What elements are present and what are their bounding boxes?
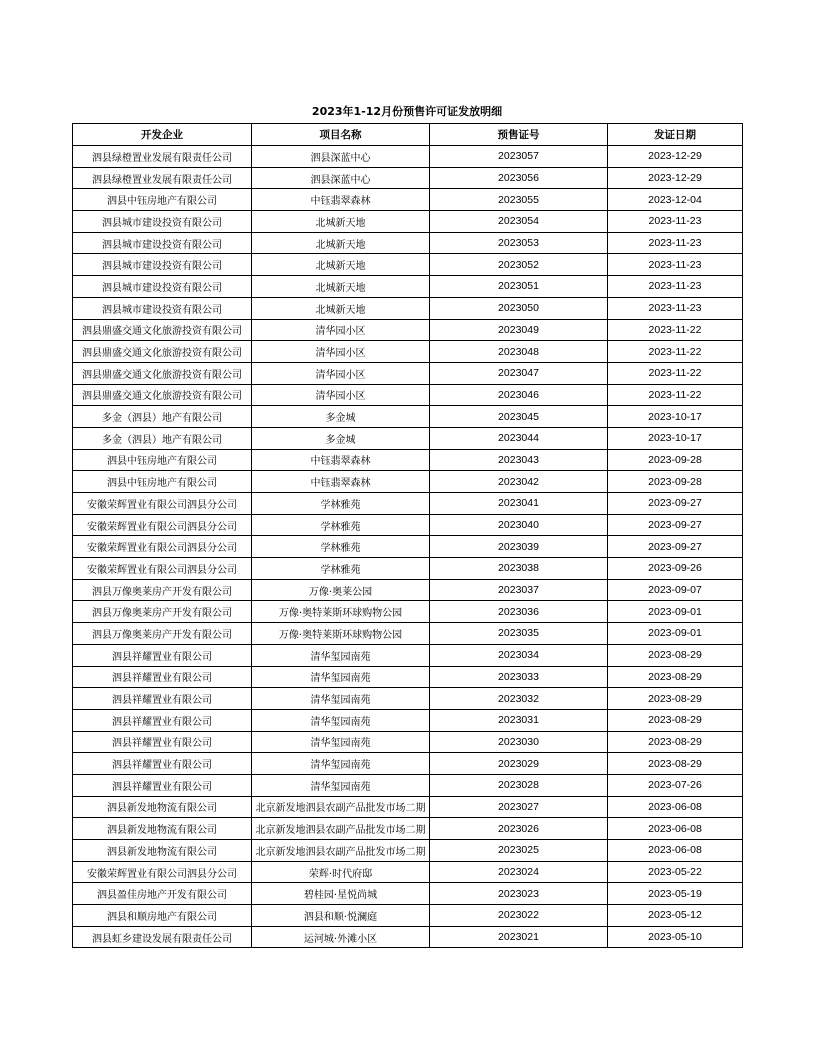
project-name-cell: 北城新天地	[252, 232, 430, 254]
issue-date-cell: 2023-05-10	[608, 926, 743, 948]
permit-number-cell: 2023048	[430, 341, 608, 363]
issue-date-cell: 2023-07-26	[608, 774, 743, 796]
issue-date-cell: 2023-06-08	[608, 818, 743, 840]
project-name-cell: 清华玺园南苑	[252, 731, 430, 753]
project-name-cell: 清华园小区	[252, 341, 430, 363]
issue-date-cell: 2023-08-29	[608, 666, 743, 688]
table-row	[73, 362, 743, 384]
developer-cell: 泗县城市建设投资有限公司	[73, 276, 252, 298]
table-row	[73, 341, 743, 363]
permit-number-cell: 2023047	[430, 362, 608, 384]
table-row	[73, 536, 743, 558]
project-name-cell: 万像·奥莱公园	[252, 579, 430, 601]
permit-number-cell: 2023045	[430, 406, 608, 428]
permit-number-cell: 2023030	[430, 731, 608, 753]
table-body	[73, 146, 743, 948]
permit-number-cell: 2023050	[430, 297, 608, 319]
permit-number-cell: 2023036	[430, 601, 608, 623]
table-row	[73, 319, 743, 341]
project-name-cell: 中钰翡翠森林	[252, 449, 430, 471]
issue-date-cell: 2023-09-01	[608, 601, 743, 623]
issue-date-cell: 2023-09-27	[608, 536, 743, 558]
table-row	[73, 905, 743, 927]
permit-number-cell: 2023042	[430, 471, 608, 493]
permit-number-cell: 2023040	[430, 514, 608, 536]
project-name-cell: 学林雅苑	[252, 536, 430, 558]
project-name-cell: 荣辉·时代府邸	[252, 861, 430, 883]
permit-number-cell: 2023023	[430, 883, 608, 905]
issue-date-cell: 2023-11-23	[608, 211, 743, 233]
issue-date-cell: 2023-05-19	[608, 883, 743, 905]
developer-cell: 泗县绿橙置业发展有限责任公司	[73, 146, 252, 168]
project-name-cell: 碧桂园·星悦尚城	[252, 883, 430, 905]
permit-number-cell: 2023056	[430, 167, 608, 189]
issue-date-cell: 2023-11-22	[608, 362, 743, 384]
permit-number-cell: 2023034	[430, 644, 608, 666]
issue-date-cell: 2023-12-29	[608, 146, 743, 168]
developer-cell: 泗县鼎盛交通文化旅游投资有限公司	[73, 384, 252, 406]
permit-number-cell: 2023032	[430, 688, 608, 710]
issue-date-cell: 2023-11-23	[608, 297, 743, 319]
permit-table	[72, 123, 743, 948]
permit-number-cell: 2023028	[430, 774, 608, 796]
developer-cell: 泗县祥耀置业有限公司	[73, 644, 252, 666]
project-name-cell: 中钰翡翠森林	[252, 189, 430, 211]
project-name-cell: 清华园小区	[252, 319, 430, 341]
permit-number-cell: 2023043	[430, 449, 608, 471]
developer-cell: 安徽荣辉置业有限公司泗县分公司	[73, 514, 252, 536]
developer-cell: 安徽荣辉置业有限公司泗县分公司	[73, 493, 252, 515]
permit-number-cell: 2023038	[430, 558, 608, 580]
developer-cell: 泗县城市建设投资有限公司	[73, 297, 252, 319]
developer-cell: 泗县祥耀置业有限公司	[73, 774, 252, 796]
issue-date-cell: 2023-11-22	[608, 341, 743, 363]
developer-cell: 泗县城市建设投资有限公司	[73, 211, 252, 233]
project-name-cell: 学林雅苑	[252, 558, 430, 580]
developer-cell: 泗县万像奥莱房产开发有限公司	[73, 623, 252, 645]
table-row	[73, 167, 743, 189]
table-row	[73, 666, 743, 688]
table-row	[73, 406, 743, 428]
issue-date-cell: 2023-08-29	[608, 709, 743, 731]
project-name-cell: 泗县深蓝中心	[252, 146, 430, 168]
table-row	[73, 449, 743, 471]
developer-cell: 泗县鼎盛交通文化旅游投资有限公司	[73, 319, 252, 341]
table-row	[73, 558, 743, 580]
issue-date-cell: 2023-08-29	[608, 688, 743, 710]
table-row	[73, 211, 743, 233]
issue-date-cell: 2023-09-27	[608, 493, 743, 515]
permit-number-cell: 2023053	[430, 232, 608, 254]
permit-number-cell: 2023021	[430, 926, 608, 948]
developer-cell: 泗县绿橙置业发展有限责任公司	[73, 167, 252, 189]
project-name-cell: 北城新天地	[252, 254, 430, 276]
project-name-cell: 万像·奥特莱斯环球购物公园	[252, 623, 430, 645]
permit-number-cell: 2023031	[430, 709, 608, 731]
developer-cell: 泗县中钰房地产有限公司	[73, 471, 252, 493]
permit-number-cell: 2023051	[430, 276, 608, 298]
project-name-cell: 运河城·外滩小区	[252, 926, 430, 948]
table-row	[73, 493, 743, 515]
issue-date-cell: 2023-12-04	[608, 189, 743, 211]
issue-date-cell: 2023-08-29	[608, 644, 743, 666]
table-row	[73, 297, 743, 319]
developer-cell: 泗县祥耀置业有限公司	[73, 709, 252, 731]
project-name-cell: 清华玺园南苑	[252, 644, 430, 666]
table-row	[73, 731, 743, 753]
project-name-cell: 学林雅苑	[252, 493, 430, 515]
table-row	[73, 601, 743, 623]
project-name-cell: 清华玺园南苑	[252, 666, 430, 688]
table-row	[73, 427, 743, 449]
table-header-row	[73, 124, 743, 146]
permit-number-cell: 2023054	[430, 211, 608, 233]
issue-date-cell: 2023-10-17	[608, 427, 743, 449]
table-row	[73, 471, 743, 493]
developer-cell: 泗县新发地物流有限公司	[73, 796, 252, 818]
developer-cell: 泗县虹乡建设发展有限责任公司	[73, 926, 252, 948]
permit-number-cell: 2023049	[430, 319, 608, 341]
permit-number-cell: 2023046	[430, 384, 608, 406]
table-row	[73, 688, 743, 710]
developer-cell: 多金（泗县）地产有限公司	[73, 427, 252, 449]
table-row	[73, 276, 743, 298]
project-name-cell: 清华玺园南苑	[252, 753, 430, 775]
developer-cell: 安徽荣辉置业有限公司泗县分公司	[73, 861, 252, 883]
project-name-cell: 清华园小区	[252, 384, 430, 406]
permit-number-cell: 2023027	[430, 796, 608, 818]
developer-cell: 泗县祥耀置业有限公司	[73, 753, 252, 775]
table-row	[73, 384, 743, 406]
developer-cell: 泗县新发地物流有限公司	[73, 840, 252, 862]
issue-date-cell: 2023-12-29	[608, 167, 743, 189]
developer-cell: 泗县盈佳房地产开发有限公司	[73, 883, 252, 905]
project-name-cell: 清华园小区	[252, 362, 430, 384]
permit-number-cell: 2023052	[430, 254, 608, 276]
permit-number-cell: 2023055	[430, 189, 608, 211]
developer-cell: 泗县万像奥莱房产开发有限公司	[73, 579, 252, 601]
table-row	[73, 818, 743, 840]
permit-number-cell: 2023057	[430, 146, 608, 168]
issue-date-cell: 2023-11-22	[608, 384, 743, 406]
table-row	[73, 883, 743, 905]
developer-cell: 泗县中钰房地产有限公司	[73, 189, 252, 211]
issue-date-cell: 2023-09-26	[608, 558, 743, 580]
issue-date-cell: 2023-09-27	[608, 514, 743, 536]
issue-date-cell: 2023-11-23	[608, 232, 743, 254]
issue-date-cell: 2023-11-22	[608, 319, 743, 341]
developer-cell: 泗县祥耀置业有限公司	[73, 688, 252, 710]
table-row	[73, 146, 743, 168]
issue-date-cell: 2023-05-22	[608, 861, 743, 883]
issue-date-cell: 2023-11-23	[608, 254, 743, 276]
permit-number-cell: 2023022	[430, 905, 608, 927]
developer-cell: 泗县祥耀置业有限公司	[73, 731, 252, 753]
developer-cell: 泗县城市建设投资有限公司	[73, 254, 252, 276]
project-name-cell: 多金城	[252, 406, 430, 428]
table-row	[73, 796, 743, 818]
issue-date-cell: 2023-05-12	[608, 905, 743, 927]
developer-cell: 安徽荣辉置业有限公司泗县分公司	[73, 558, 252, 580]
project-name-cell: 北京新发地泗县农副产品批发市场二期	[252, 840, 430, 862]
developer-cell: 泗县万像奥莱房产开发有限公司	[73, 601, 252, 623]
project-name-cell: 泗县深蓝中心	[252, 167, 430, 189]
table-row	[73, 840, 743, 862]
developer-cell: 泗县鼎盛交通文化旅游投资有限公司	[73, 362, 252, 384]
project-name-cell: 泗县和顺·悦澜庭	[252, 905, 430, 927]
permit-number-cell: 2023024	[430, 861, 608, 883]
table-row	[73, 579, 743, 601]
table-row	[73, 709, 743, 731]
permit-number-cell: 2023035	[430, 623, 608, 645]
developer-cell: 安徽荣辉置业有限公司泗县分公司	[73, 536, 252, 558]
issue-date-cell: 2023-09-28	[608, 471, 743, 493]
header-issue-date: 发证日期	[608, 124, 743, 146]
table-row	[73, 232, 743, 254]
permit-number-cell: 2023026	[430, 818, 608, 840]
developer-cell: 泗县新发地物流有限公司	[73, 818, 252, 840]
permit-number-cell: 2023029	[430, 753, 608, 775]
table-row	[73, 644, 743, 666]
developer-cell: 泗县祥耀置业有限公司	[73, 666, 252, 688]
table-row	[73, 926, 743, 948]
developer-cell: 泗县鼎盛交通文化旅游投资有限公司	[73, 341, 252, 363]
header-developer: 开发企业	[73, 124, 252, 146]
developer-cell: 泗县中钰房地产有限公司	[73, 449, 252, 471]
project-name-cell: 北城新天地	[252, 211, 430, 233]
project-name-cell: 北京新发地泗县农副产品批发市场二期	[252, 796, 430, 818]
permit-number-cell: 2023044	[430, 427, 608, 449]
issue-date-cell: 2023-06-08	[608, 840, 743, 862]
issue-date-cell: 2023-11-23	[608, 276, 743, 298]
permit-number-cell: 2023041	[430, 493, 608, 515]
table-row	[73, 861, 743, 883]
project-name-cell: 清华玺园南苑	[252, 688, 430, 710]
developer-cell: 泗县城市建设投资有限公司	[73, 232, 252, 254]
header-project-name: 项目名称	[252, 124, 430, 146]
project-name-cell: 多金城	[252, 427, 430, 449]
project-name-cell: 清华玺园南苑	[252, 774, 430, 796]
project-name-cell: 北城新天地	[252, 276, 430, 298]
permit-number-cell: 2023039	[430, 536, 608, 558]
issue-date-cell: 2023-09-01	[608, 623, 743, 645]
table-row	[73, 753, 743, 775]
issue-date-cell: 2023-10-17	[608, 406, 743, 428]
project-name-cell: 学林雅苑	[252, 514, 430, 536]
table-row	[73, 254, 743, 276]
issue-date-cell: 2023-08-29	[608, 753, 743, 775]
header-permit-number: 预售证号	[430, 124, 608, 146]
table-row	[73, 623, 743, 645]
permit-number-cell: 2023037	[430, 579, 608, 601]
issue-date-cell: 2023-09-07	[608, 579, 743, 601]
table-row	[73, 514, 743, 536]
document-title: 2023年1-12月份预售许可证发放明细	[311, 105, 503, 118]
project-name-cell: 中钰翡翠森林	[252, 471, 430, 493]
issue-date-cell: 2023-09-28	[608, 449, 743, 471]
issue-date-cell: 2023-08-29	[608, 731, 743, 753]
developer-cell: 泗县和顺房地产有限公司	[73, 905, 252, 927]
project-name-cell: 清华玺园南苑	[252, 709, 430, 731]
table-row	[73, 189, 743, 211]
permit-number-cell: 2023033	[430, 666, 608, 688]
project-name-cell: 万像·奥特莱斯环球购物公园	[252, 601, 430, 623]
project-name-cell: 北城新天地	[252, 297, 430, 319]
issue-date-cell: 2023-06-08	[608, 796, 743, 818]
permit-number-cell: 2023025	[430, 840, 608, 862]
developer-cell: 多金（泗县）地产有限公司	[73, 406, 252, 428]
table-row	[73, 774, 743, 796]
project-name-cell: 北京新发地泗县农副产品批发市场二期	[252, 818, 430, 840]
